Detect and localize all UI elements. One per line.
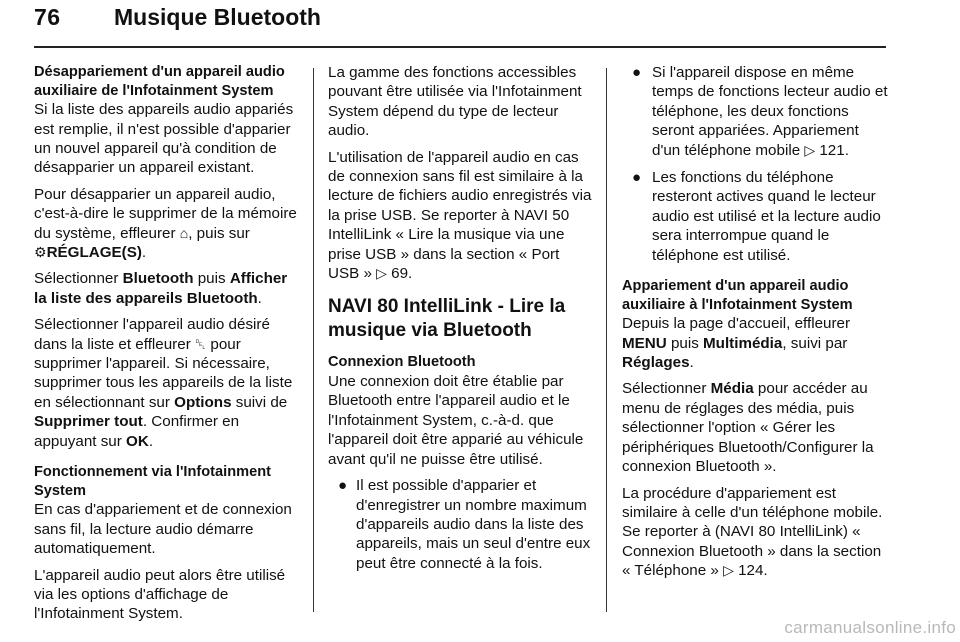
page-number: 76 (34, 4, 61, 30)
gear-icon: ⚙ (34, 244, 47, 261)
page-reference-icon: ▷ (723, 562, 734, 579)
subheading-operation: Fonctionnement via l'Infotainment System (34, 464, 271, 499)
column-2 (328, 63, 594, 581)
paragraph: Sélectionner l'appareil audio désiré dans la liste et effleurer ␡ pour supprimer l'appareil. Si nécessaire, supprimer tous les appareils de la liste en sélectionnant sur Options suivi de Supprimer tout. Confirmer en appuyant sur OK. (34, 316, 293, 450)
bullet-list (622, 63, 888, 265)
column-3 (622, 63, 888, 588)
header-divider (34, 46, 886, 48)
watermark: carmanualsonline.info (784, 618, 956, 637)
page-header (34, 0, 886, 50)
bullet-icon: ● (632, 64, 642, 81)
column-divider-2 (606, 68, 607, 612)
bullet-icon: ● (632, 169, 642, 187)
bullet-icon: ● (338, 477, 348, 495)
page-reference-icon: ▷ (804, 141, 816, 158)
paragraph: Pour désapparier un appareil audio, c'est-à-dire le supprimer de la mémoire du système, effleurer ⌂, puis sur ⚙RÉGLAGE(S). (34, 185, 297, 262)
bullet-list (328, 476, 594, 573)
paragraph: L'utilisation de l'appareil audio en cas de connexion sans fil est similaire à la lecture de fichiers audio enregistrés via la prise USB. Se reporter à NAVI 50 IntelliLink « Lire la musique via une prise USB » dans la section « Port USB » ▷ 69. (328, 148, 592, 283)
column-1 (34, 63, 302, 631)
subheading-pairing: Appariement d'un appareil audio auxiliaire à l'Infotainment System (622, 278, 853, 313)
page-reference-icon: ▷ (376, 265, 387, 282)
subheading-connection: Connexion Bluetooth (328, 354, 476, 371)
subheading-unpair: Désappariement d'un appareil audio auxiliaire de l'Infotainment System (34, 64, 285, 99)
list-item: ● Il est possible d'apparier et d'enregistrer un nombre maximum d'appareils audio dans la liste des appareils, mais un seul d'entre eux peut être connecté à la fois. (338, 477, 591, 572)
list-item: ● Les fonctions du téléphone resteront actives quand le lecteur audio est utilisé et la lecture audio sera interrompue quand le téléphone est utilisé. (632, 169, 881, 264)
paragraph: La procédure d'appariement est similaire à celle d'un téléphone mobile. Se reporter à (NAVI 80 IntelliLink) « Connexion Bluetooth » dans la section « Téléphone » ▷ 124. (622, 484, 883, 580)
column-divider-1 (313, 68, 314, 612)
paragraph: La gamme des fonctions accessibles pouvant être utilisée via l'Infotainment System dépend du type de lecteur audio. (328, 64, 582, 140)
paragraph: Une connexion doit être établie par Bluetooth entre l'appareil audio et le l'Infotainment System, c.-à-d. que l'appareil doit être apparié au véhicule avant qu'il ne puisse être utilisé. (328, 373, 584, 468)
trash-icon: ␡ (194, 335, 207, 352)
paragraph: Depuis la page d'accueil, effleurer MENU puis Multimédia, suivi par Réglages. (622, 315, 851, 372)
paragraph: L'appareil audio peut alors être utilisé via les options d'affichage de l'Infotainment System. (34, 566, 286, 623)
paragraph: Sélectionner Média pour accéder au menu de réglages des média, puis sélectionner l'option « Gérer les périphériques Bluetooth/Configurer la connexion Bluetooth ». (622, 380, 874, 476)
list-item: ● Si l'appareil dispose en même temps de fonctions lecteur audio et téléphone, les deux fonctions seront appariées. Appariement d'un téléphone mobile ▷ 121. (632, 64, 888, 159)
paragraph: En cas d'appariement et de connexion sans fil, la lecture audio démarre automatiquement. (34, 501, 292, 558)
section-title: NAVI 80 IntelliLink - Lire la musique via Bluetooth (328, 296, 566, 342)
home-icon: ⌂ (179, 224, 189, 241)
paragraph: Si la liste des appareils audio appariés est remplie, il n'est possible d'apparier un nouvel appareil qu'à condition de désapparier un appareil existant. (34, 101, 294, 177)
paragraph: Sélectionner Bluetooth puis Afficher la liste des appareils Bluetooth. (34, 270, 288, 307)
page-title: Musique Bluetooth (114, 4, 321, 30)
